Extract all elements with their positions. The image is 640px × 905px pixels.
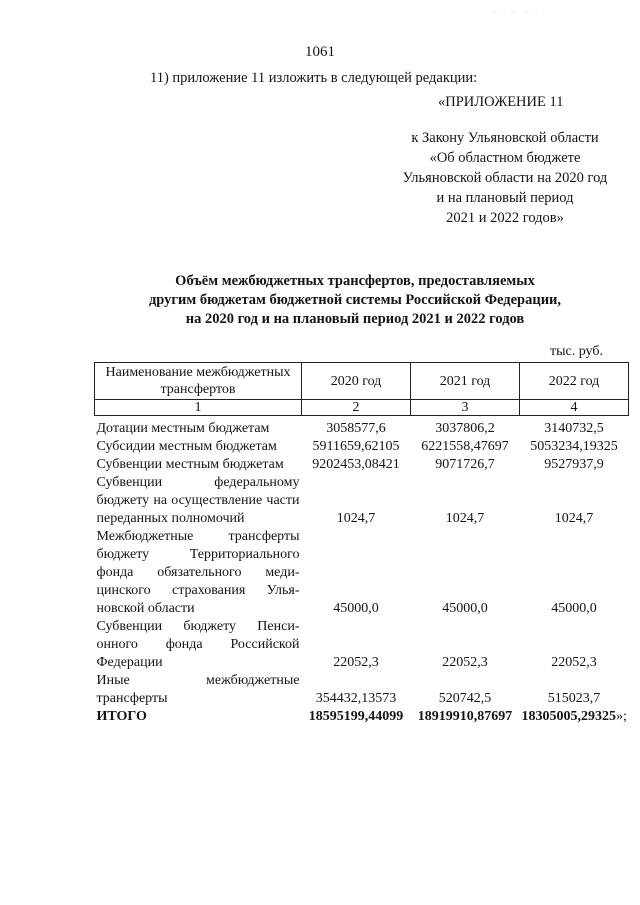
table-row — [95, 416, 629, 439]
value-2020: 22052,3 — [333, 655, 379, 670]
law-reference-line: к Закону Ульяновской области — [411, 130, 599, 146]
header-year-2020: 2020 год — [302, 363, 411, 400]
column-number: 3 — [411, 400, 520, 416]
value-2020: 354432,13573 — [315, 691, 397, 706]
value-2021: 6221558,47697 — [421, 439, 509, 454]
page-number: 1061 — [305, 44, 335, 60]
value-2020: 5911659,62105 — [312, 439, 400, 454]
table-row — [95, 672, 629, 708]
value-2020: 45000,0 — [333, 601, 379, 616]
column-number: 1 — [95, 400, 302, 416]
total-label: ИТОГО — [96, 709, 147, 724]
column-number-row — [95, 400, 629, 416]
table-header-row — [95, 363, 629, 400]
value-2022: 5053234,19325 — [530, 439, 618, 454]
document-title — [0, 272, 640, 329]
law-reference-line: и на плановый период — [436, 190, 574, 206]
title-line: на 2020 год и на плановый период 2021 и 2022 годов — [185, 311, 525, 327]
transfer-name: Субсидии местным бюджетам — [96, 439, 277, 454]
transfers-table — [94, 362, 629, 726]
title-line: другим бюджетам бюджетной системы Российской Федерации, — [148, 292, 562, 308]
value-2021: 22052,3 — [442, 655, 488, 670]
transfer-name: Субвенции федеральному бюджету на осуществление части переданных полномочий — [96, 475, 300, 526]
law-reference-line: «Об областном бюджете — [429, 150, 581, 166]
value-2021: 9071726,7 — [435, 457, 495, 472]
total-2022-cell — [520, 708, 629, 726]
amendment-intro-line: 11) приложение 11 изложить в следующей редакции: — [150, 70, 478, 86]
header-year-2022: 2022 год — [520, 363, 629, 400]
law-reference-block — [380, 128, 630, 228]
transfer-name: Дотации местным бюджетам — [96, 421, 270, 436]
title-line: Объём межбюджетных трансфертов, предоставляемых — [175, 273, 535, 289]
table-row — [95, 456, 629, 474]
header-transfer-name: Наименование межбюджетных трансфертов — [95, 363, 302, 400]
value-2020: 1024,7 — [336, 511, 376, 526]
value-2022: 9527937,9 — [544, 457, 604, 472]
value-2022: 22052,3 — [551, 655, 597, 670]
scan-dots: · · · · · — [492, 8, 541, 17]
value-2022: 45000,0 — [551, 601, 597, 616]
closing-quote-mark: »; — [616, 709, 627, 724]
table-row — [95, 438, 629, 456]
transfer-name: Иные межбюджетные трансферты — [96, 673, 300, 706]
value-2021: 1024,7 — [445, 511, 485, 526]
law-reference-line: Ульяновской области на 2020 год — [402, 170, 608, 186]
total-2021: 18919910,87697 — [417, 709, 513, 724]
value-2022: 515023,7 — [547, 691, 601, 706]
value-2020: 9202453,08421 — [312, 457, 400, 472]
value-2021: 3037806,2 — [435, 421, 495, 436]
transfer-name: Субвенции местным бюджетам — [96, 457, 284, 472]
transfer-name: Субвенции бюджету Пенсионного фонда Российской Федерации — [96, 619, 300, 670]
transfer-name: Межбюджетные трансферты бюджету Территориального фонда обязательного медицинского страхования Ульяновской области — [96, 529, 300, 616]
value-2021: 520742,5 — [438, 691, 492, 706]
header-year-2021: 2021 год — [411, 363, 520, 400]
law-reference-line: 2021 и 2022 годов» — [446, 210, 564, 226]
table-row — [95, 474, 629, 528]
value-2021: 45000,0 — [442, 601, 488, 616]
total-2020: 18595199,44099 — [308, 709, 404, 724]
total-2022: 18305005,29325 — [521, 709, 616, 724]
value-2022: 3140732,5 — [544, 421, 604, 436]
table-row — [95, 528, 629, 618]
column-number: 2 — [302, 400, 411, 416]
total-row — [95, 708, 629, 726]
table-row — [95, 618, 629, 672]
value-2022: 1024,7 — [554, 511, 594, 526]
units-label: тыс. руб. — [550, 344, 603, 359]
appendix-heading: «ПРИЛОЖЕНИЕ 11 — [438, 94, 564, 110]
column-number: 4 — [520, 400, 629, 416]
value-2020: 3058577,6 — [326, 421, 386, 436]
